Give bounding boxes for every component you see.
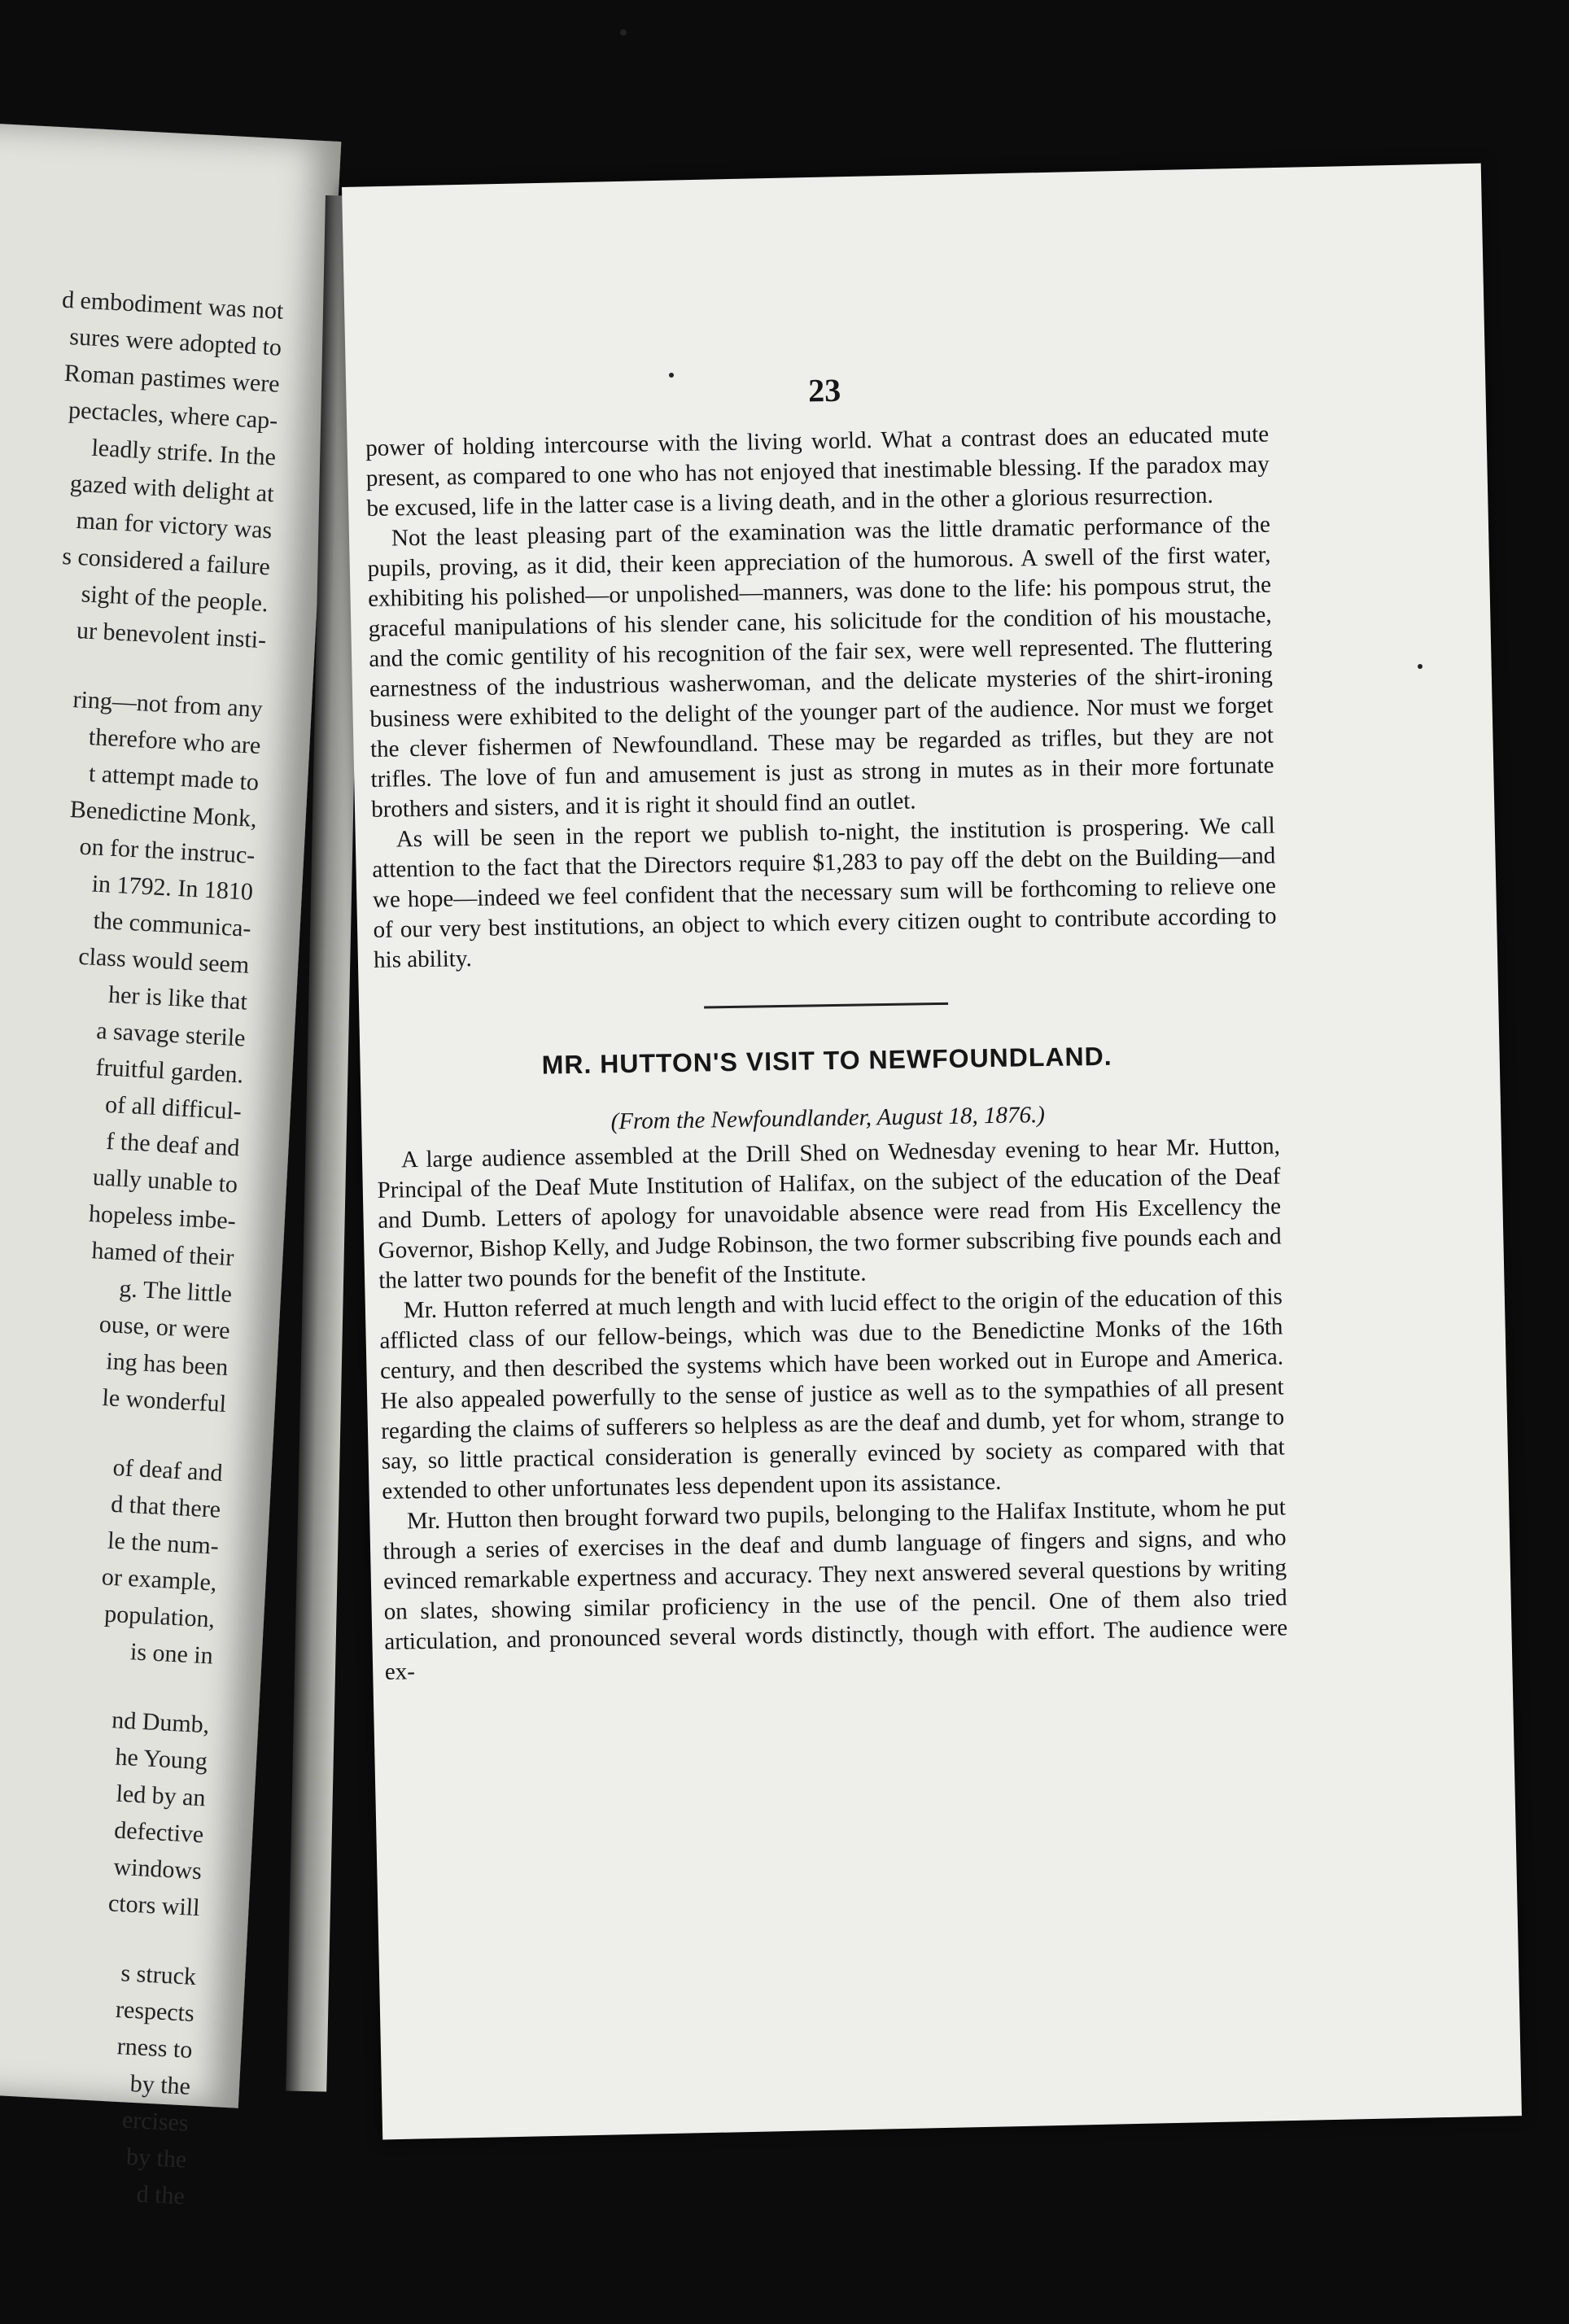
dust-speck	[669, 373, 674, 378]
dust-speck	[620, 29, 627, 36]
left-line: Benedictine Monk,	[69, 795, 258, 832]
article-heading: MR. HUTTON'S VISIT TO NEWFOUNDLAND.	[541, 1041, 1112, 1080]
page-content	[365, 369, 1288, 1688]
page-number: 23	[807, 371, 841, 409]
left-line: d the	[135, 2180, 186, 2210]
left-line: on for the instruc-	[78, 832, 256, 869]
left-line: ctors will	[107, 1889, 201, 1922]
paragraph: Not the least pleasing part of the examination was the little dramatic performance of the pupils, proving, as it did, their keen appreciation of the humorous. A swell of the first water, exhibiting his polished—or unpolished—manners, was done to the life: his pompous strut, the graceful manipulations of his slender cane, his solicitude for the condition of his moustache, and the comic gentility of his recognition of the fair sex, were well represented. The fluttering earnestness of the industrious washerwoman, and the delicate mysteries of the shirt-ironing business were exhibited to the delight of the younger part of the audience. Nor must we forget the clever fishermen of Newfoundland. These may be regarded as trifles, but they are not trifles. The love of fun and amusement is just as strong in mutes as in their more fortunate brothers and sisters, and it is right it should find an outlet.	[367, 511, 1274, 823]
left-line: man for victory was	[75, 506, 273, 544]
left-line: nd Dumb,	[111, 1706, 211, 1739]
left-line: therefore who are	[88, 723, 262, 760]
left-line: the communica-	[92, 906, 252, 942]
left-line: sures were adopted to	[68, 323, 282, 361]
paragraph: As will be seen in the report we publish to-night, the institution is prospering. We call attention to the fact that the Directors require $1,283 to pay off the debt on the Building—and we hope—indeed we feel confident that the necessary sum will be forthcoming to relieve one of our very best institutions, an object to which every citizen ought to contribute according to his ability.	[372, 812, 1277, 973]
paragraph: Mr. Hutton then brought forward two pupils, belonging to the Halifax Institute, whom he put through a series of exercises in the deaf and dumb language of fingers and signs, and who evinced remarkable expertness and accuracy. They next answered several questions by writing on slates, showing similar proficiency in the use of the pencil. One of them also tried articulation, and pronounced several words distinctly, though with effort. The audience were ex-	[382, 1494, 1288, 1685]
left-line: ring—not from any	[72, 685, 264, 723]
left-line: hamed of their	[90, 1237, 235, 1272]
left-line: s considered a failure	[61, 543, 271, 581]
left-line: led by an	[115, 1780, 207, 1812]
left-line: rness to	[116, 2033, 194, 2064]
paragraph: power of holding intercourse with the living world. What a contrast does an educated mute present, as compared to one who has not enjoyed that inestimable blessing. If the paradox may be excused, life in the latter case is a living death, and in the other a glorious resurrection.	[365, 421, 1270, 522]
left-line: Roman pastimes were	[63, 359, 281, 398]
left-line: ing has been	[105, 1348, 229, 1382]
paragraph: Mr. Hutton referred at much length and with lucid effect to the origin of the education of this afflicted class of our fellow-beings, which was due to the Benedictine Monks of the 16th century, and then described the systems which have been worked out in Europe and America. He also appealed powerfully to the sense of justice as well as to the sympathies of all present regarding the claims of sufferers so helpless as are the deaf and dumb, yet for whom, strange to say, so little practical consideration is generally evinced by society as compared with that extended to other unfortunates less dependent upon its assistance.	[379, 1283, 1285, 1505]
left-line: le the num-	[107, 1527, 220, 1560]
left-line: pectacles, where cap-	[68, 396, 279, 435]
left-line: respects	[115, 1995, 195, 2027]
left-line: t attempt made to	[88, 760, 260, 797]
left-line: ually unable to	[92, 1164, 238, 1199]
left-line: defective	[113, 1816, 205, 1849]
left-line: gazed with delight at	[69, 470, 275, 508]
paragraph: A large audience assembled at the Drill Shed on Wednesday evening to hear Mr. Hutton, Principal of the Deaf Mute Institution of Halifax, on the subject of the education of the Deaf and Dumb. Letters of apology for unavoidable absence were read from His Excellency the Governor, Bishop Kelly, and Judge Robinson, the two former subscribing five pounds each and the latter two pounds for the benefit of the Institute.	[377, 1133, 1282, 1294]
left-line: in 1792. In 1810	[90, 870, 254, 906]
left-line: ercises	[121, 2106, 190, 2137]
left-line: le wonderful	[101, 1384, 227, 1418]
left-line: windows	[112, 1853, 203, 1885]
left-line: ur benevolent insti-	[76, 617, 267, 654]
left-line: leadly strife. In the	[90, 434, 277, 471]
left-line: g. The little	[118, 1274, 233, 1308]
left-block-4	[0, 1691, 210, 1927]
left-line: hopeless imbe-	[88, 1199, 237, 1235]
left-block-2	[0, 675, 264, 1422]
left-line: is one in	[129, 1638, 214, 1670]
section-divider	[704, 1003, 948, 1009]
left-line: s struck	[120, 1959, 197, 1991]
left-line: ouse, or were	[98, 1310, 231, 1345]
left-line: of deaf and	[111, 1453, 224, 1487]
left-block-3	[0, 1439, 224, 1675]
left-line: her is like that	[107, 981, 248, 1016]
left-block-5	[0, 1942, 197, 2214]
left-line: he Young	[114, 1743, 208, 1776]
left-line: f the deaf and	[105, 1127, 241, 1162]
left-line: d that there	[110, 1490, 221, 1523]
left-line: class would seem	[77, 942, 251, 979]
left-line: of all difficul-	[104, 1090, 243, 1125]
left-line: by the	[129, 2070, 191, 2100]
left-line: sight of the people.	[80, 580, 269, 618]
left-line: population,	[103, 1600, 216, 1633]
article-source: (From the Newfoundlander, August 18, 1876.)	[610, 1101, 1046, 1135]
left-block-1	[0, 277, 284, 658]
left-line: fruitful garden.	[94, 1054, 244, 1089]
left-line: by the	[125, 2143, 188, 2173]
left-line: or example,	[101, 1563, 218, 1597]
left-line: a savage sterile	[95, 1017, 247, 1052]
left-line: d embodiment was not	[61, 286, 285, 325]
dust-speck	[1418, 664, 1423, 669]
